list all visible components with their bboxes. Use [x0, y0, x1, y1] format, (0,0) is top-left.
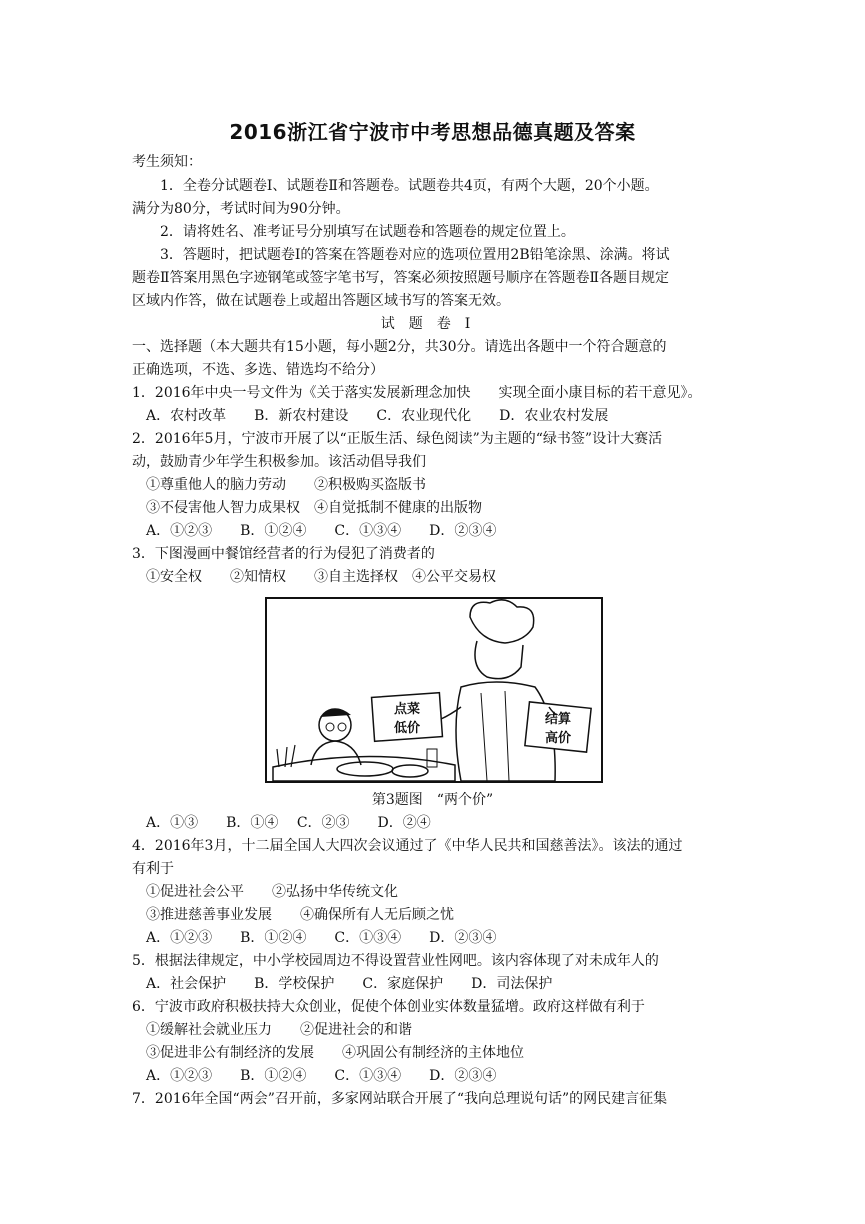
- question-items: ①促进社会公平 ②弘扬中华传统文化: [146, 884, 398, 900]
- question-stem: 6．宁波市政府积极扶持大众创业，促使个体创业实体数量猛增。政府这样做有利于: [132, 999, 645, 1015]
- figure-caption: 第3题图 “两个价”: [371, 792, 494, 808]
- question-stem: 1．2016年中央一号文件为《关于落实发展新理念加快 实现全面小康目标的若干意见》。: [132, 385, 702, 401]
- notice-line: 满分为80分，考试时间为90分钟。: [132, 201, 350, 217]
- cartoon-illustration: [265, 597, 603, 783]
- question-items: ③推进慈善事业发展 ④确保所有人无后顾之忧: [146, 907, 454, 923]
- question-options: A．①②③ B．①②④ C．①③④ D．②③④: [146, 930, 497, 946]
- notice-line: 2．请将姓名、准考证号分别填写在试题卷和答题卷的规定位置上。: [160, 224, 575, 240]
- question-stem: 3．下图漫画中餐馆经营者的行为侵犯了消费者的: [132, 546, 435, 562]
- notice-line: 3．答题时，把试题卷Ⅰ的答案在答题卷对应的选项位置用2B铅笔涂黑、涂满。将试: [160, 247, 670, 263]
- question-items: ①安全权 ②知情权 ③自主选择权 ④公平交易权: [146, 569, 496, 585]
- question-options: A．①②③ B．①②④ C．①③④ D．②③④: [146, 523, 497, 539]
- notice-line: 题卷Ⅱ答案用黑色字迹钢笔或签字笔书写，答案必须按照题号顺序在答题卷Ⅱ各题目规定: [132, 270, 670, 286]
- part-instructions: 一、选择题（本大题共有15小题，每小题2分，共30分。请选出各题中一个符合题意的: [132, 339, 667, 355]
- question-items: ①缓解社会就业压力 ②促进社会的和谐: [146, 1022, 412, 1038]
- question-stem: 4．2016年3月，十二届全国人大四次会议通过了《中华人民共和国慈善法》。该法的通过: [132, 838, 683, 854]
- question-stem: 有利于: [132, 861, 174, 877]
- question-options: A．社会保护 B．学校保护 C．家庭保护 D．司法保护: [146, 976, 553, 992]
- notice-line: 1．全卷分试题卷Ⅰ、试题卷Ⅱ和答题卷。试题卷共4页，有两个大题，20个小题。: [160, 178, 659, 194]
- question-stem: 2．2016年5月，宁波市开展了以“正版生活、绿色阅读”为主题的“绿书签”设计大赛活: [132, 431, 663, 447]
- question-items: ③促进非公有制经济的发展 ④巩固公有制经济的主体地位: [146, 1045, 524, 1061]
- document-title: 2016浙江省宁波市中考思想品德真题及答案: [229, 120, 636, 144]
- cartoon-sign-text: 点菜: [393, 702, 421, 717]
- section-title: 试题卷Ⅰ: [380, 316, 485, 332]
- question-options: A．农村改革 B．新农村建设 C．农业现代化 D．农业农村发展: [146, 408, 609, 424]
- question-items: ①尊重他人的脑力劳动 ②积极购买盗版书: [146, 477, 426, 493]
- question-stem: 5．根据法律规定，中小学校园周边不得设置营业性网吧。该内容体现了对未成年人的: [132, 953, 659, 969]
- notice-heading: 考生须知：: [132, 154, 202, 170]
- cartoon-sign-text: 低价: [393, 721, 421, 736]
- notice-line: 区域内作答，做在试题卷上或超出答题区域书写的答案无效。: [132, 293, 510, 309]
- question-options: A．①③ B．①④ C．②③ D．②④: [146, 815, 431, 831]
- question-stem: 动，鼓励青少年学生积极参加。该活动倡导我们: [132, 454, 426, 470]
- question-options: A．①②③ B．①②④ C．①③④ D．②③④: [146, 1068, 497, 1084]
- part-instructions: 正确选项，不选、多选、错选均不给分）: [132, 362, 384, 378]
- question-stem: 7．2016年全国“两会”召开前，多家网站联合开展了“我向总理说句话”的网民建言征集: [132, 1091, 668, 1107]
- cartoon-sign-text: 高价: [544, 731, 572, 746]
- cartoon-sign-text: 结算: [544, 712, 572, 727]
- question-items: ③不侵害他人智力成果权 ④自觉抵制不健康的出版物: [146, 500, 482, 516]
